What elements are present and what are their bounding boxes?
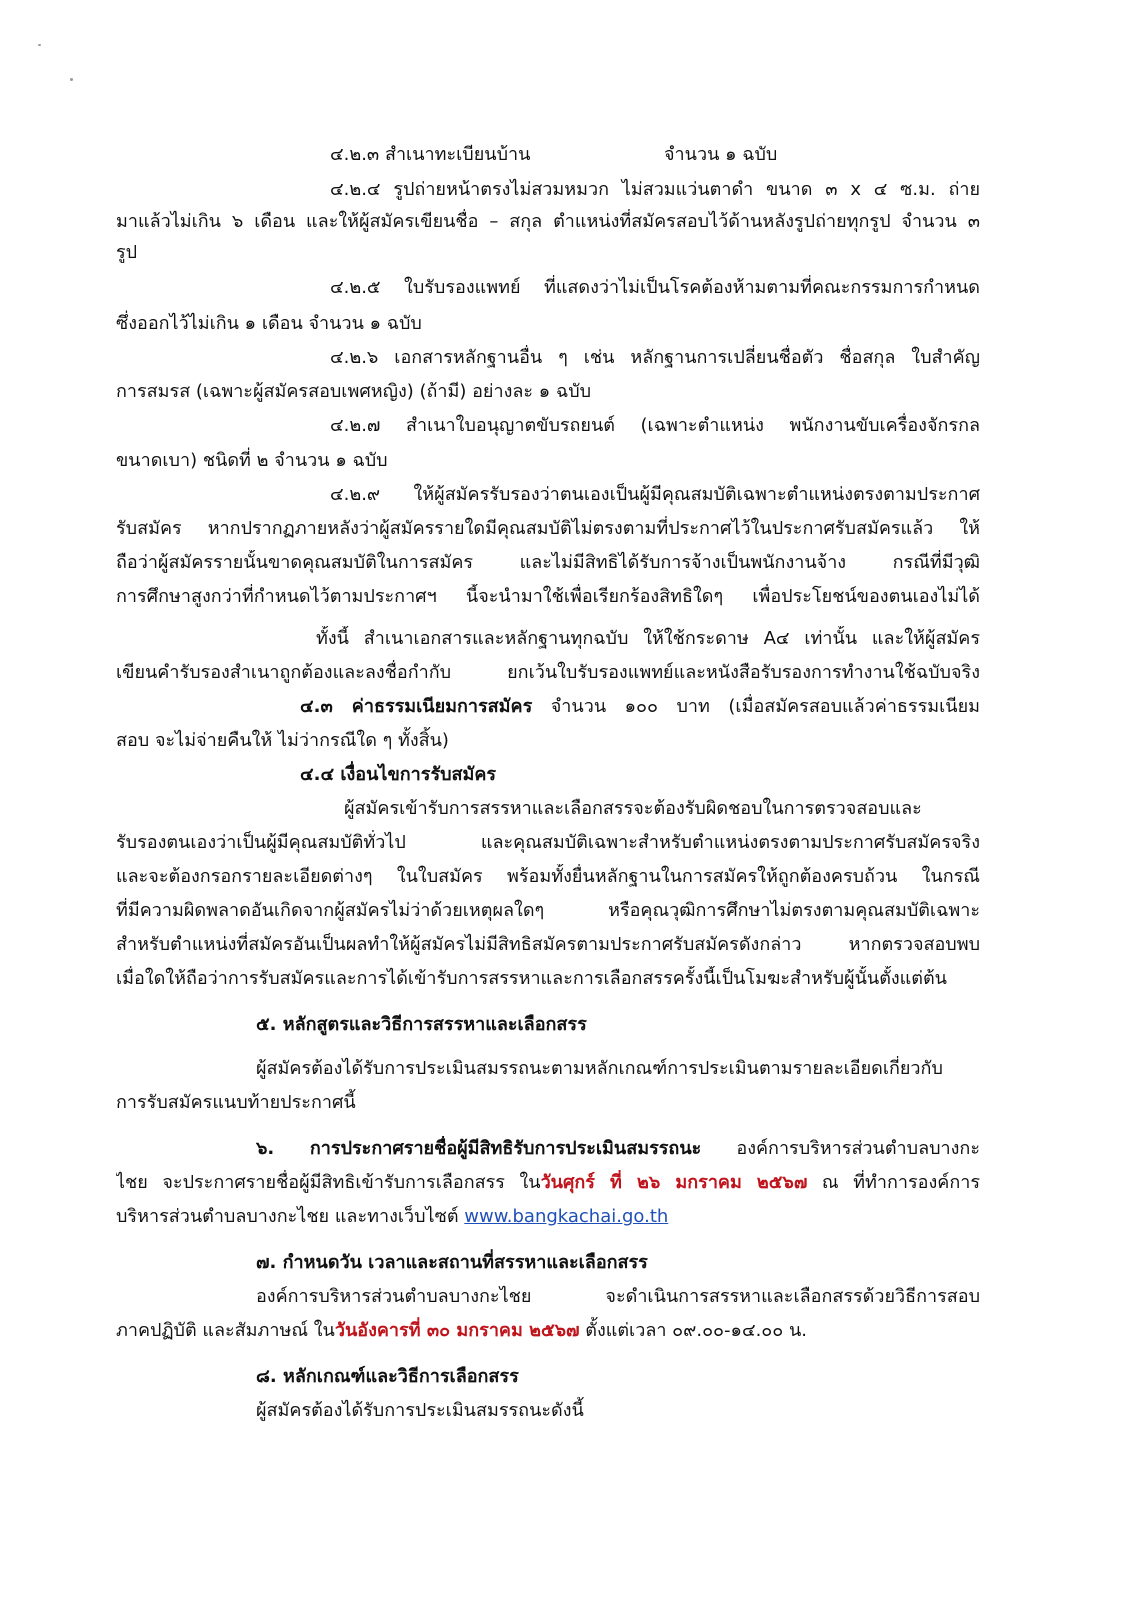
section-4-3-title: ๔.๓ ค่าธรรมเนียมการสมัคร (300, 696, 533, 717)
doc-line: รับรองตนเองว่าเป็นผู้มีคุณสมบัติทั่วไป และคุณสมบัติเฉพาะสำหรับตำแหน่งตรงตามประกาศรับสมัครจริง (116, 832, 980, 853)
doc-line (116, 1170, 980, 1196)
doc-line (116, 1204, 668, 1230)
section-8-title: ๘. หลักเกณฑ์และวิธีการเลือกสรร (256, 1366, 519, 1387)
section-4-3-text: จำนวน ๑๐๐ บาท (เมื่อสมัครสอบแล้วค่าธรรมเนียม (532, 696, 980, 717)
doc-line (116, 1318, 807, 1344)
section-7-title: ๗. กำหนดวัน เวลาและสถานที่สรรหาและเลือกสรร (256, 1252, 648, 1273)
doc-line: การสมรส (เฉพาะผู้สมัครสอบเพศหญิง) (ถ้ามี) อย่างละ ๑ ฉบับ (116, 381, 592, 402)
doc-line: การศึกษาสูงกว่าที่กำหนดไว้ตามประกาศฯ นี้จะนำมาใช้เพื่อเรียกร้องสิทธิใดๆ เพื่อประโยชน์ของตนเองไม่ได้ (116, 586, 980, 607)
announce-text: ไชย จะประกาศรายชื่อผู้มีสิทธิเข้ารับการเลือกสรร ใน (116, 1172, 541, 1193)
doc-line: ผู้สมัครเข้ารับการสรรหาและเลือกสรรจะต้องรับผิดชอบในการตรวจสอบและ (344, 798, 922, 819)
item-house-registration: ๔.๒.๓ สำเนาทะเบียนบ้าน (330, 144, 531, 165)
doc-line: องค์การบริหารส่วนตำบลบางกะไชย จะดำเนินการสรรหาและเลือกสรรด้วยวิธีการสอบ (256, 1286, 980, 1307)
doc-line: เมื่อใดให้ถือว่าการรับสมัครและการได้เข้ารับการสรรหาและการเลือกสรรครั้งนี้เป็นโมฆะสำหรับผู้นั้นตั้งแต่ต้น (116, 968, 947, 989)
doc-line: ผู้สมัครต้องได้รับการประเมินสมรรถนะตามหลักเกณฑ์การประเมินตามรายละเอียดเกี่ยวกับ (256, 1058, 943, 1079)
doc-line: เขียนคำรับรองสำเนาถูกต้องและลงชื่อกำกับ ยกเว้นใบรับรองแพทย์และหนังสือรับรองการทำงานใช้ฉบับจริง (116, 662, 980, 683)
doc-line: สำหรับตำแหน่งที่สมัครอันเป็นผลทำให้ผู้สมัครไม่มีสิทธิสมัครตามประกาศรับสมัครดังกล่าว หากตรวจสอบพบ (116, 934, 980, 955)
exam-text: ภาคปฏิบัติ และสัมภาษณ์ ใน (116, 1320, 335, 1341)
doc-line: รูป (116, 242, 138, 263)
section-6-text: องค์การบริหารส่วนตำบลบางกะ (701, 1138, 980, 1159)
doc-line: สอบ จะไม่จ่ายคืนให้ ไม่ว่ากรณีใด ๆ ทั้งสิ้น) (116, 730, 449, 751)
section-6 (256, 1136, 980, 1162)
doc-line: ถือว่าผู้สมัครรายนั้นขาดคุณสมบัติในการสมัคร และไม่มีสิทธิได้รับการจ้างเป็นพนักงานจ้าง กรณีที่มีวุฒิ (116, 552, 980, 573)
announce-date: วันศุกร์ ที่ ๒๖ มกราคม ๒๕๖๗ (540, 1172, 808, 1193)
doc-line: และจะต้องกรอกรายละเอียดต่างๆ ในใบสมัคร พร้อมทั้งยื่นหลักฐานในการสมัครให้ถูกต้องครบถ้วน ในกรณี (116, 866, 980, 887)
line-4-2-3 (330, 142, 530, 168)
announce-place: ณ ที่ทำการองค์การ (807, 1172, 980, 1193)
line-4-2-4: ๔.๒.๔ รูปถ่ายหน้าตรงไม่สวมหมวก ไม่สวมแว่นตาดำ ขนาด ๓ x ๔ ซ.ม. ถ่าย (330, 179, 980, 200)
website-text: บริหารส่วนตำบลบางกะไชย และทางเว็บไซต์ (116, 1206, 465, 1227)
line-4-2-3-quantity (664, 142, 777, 168)
doc-line: ผู้สมัครต้องได้รับการประเมินสมรรถนะดังนี้ (256, 1400, 584, 1421)
doc-line: ทั้งนี้ สำเนาเอกสารและหลักฐานทุกฉบับ ให้ใช้กระดาษ A๔ เท่านั้น และให้ผู้สมัคร (316, 628, 980, 649)
line-4-2-6: ๔.๒.๖ เอกสารหลักฐานอื่น ๆ เช่น หลักฐานการเปลี่ยนชื่อตัว ชื่อสกุล ใบสำคัญ (330, 347, 980, 368)
section-4-3 (300, 694, 980, 720)
scan-speck (38, 44, 41, 46)
exam-date: วันอังคารที่ ๓๐ มกราคม ๒๕๖๗ (334, 1320, 580, 1341)
line-4-2-7: ๔.๒.๗ สำเนาใบอนุญาตขับรถยนต์ (เฉพาะตำแหน่ง พนักงานขับเครื่องจักรกล (330, 415, 980, 436)
doc-line: มาแล้วไม่เกิน ๖ เดือน และให้ผู้สมัครเขียนชื่อ – สกุล ตำแหน่งที่สมัครสอบไว้ด้านหลังรูปถ่ายทุกรูป จำนวน ๓ (116, 211, 980, 232)
quantity-text: จำนวน ๑ ฉบับ (664, 144, 778, 165)
doc-line: การรับสมัครแนบท้ายประกาศนี้ (116, 1092, 356, 1113)
section-6-title: ๖. การประกาศรายชื่อผู้มีสิทธิรับการประเมินสมรรถนะ (256, 1138, 702, 1159)
line-4-2-9: ๔.๒.๙ ให้ผู้สมัครรับรองว่าตนเองเป็นผู้มีคุณสมบัติเฉพาะตำแหน่งตรงตามประกาศ (330, 484, 980, 505)
scan-speck (70, 78, 73, 81)
line-4-2-5: ๔.๒.๕ ใบรับรองแพทย์ ที่แสดงว่าไม่เป็นโรคต้องห้ามตามที่คณะกรรมการกำหนด (330, 277, 980, 298)
doc-line: ที่มีความผิดพลาดอันเกิดจากผู้สมัครไม่ว่าด้วยเหตุผลใดๆ หรือคุณวุฒิการศึกษาไม่ตรงตามคุณสมบัติเฉพาะ (116, 900, 980, 921)
doc-line: รับสมัคร หากปรากฏภายหลังว่าผู้สมัครรายใดมีคุณสมบัติไม่ตรงตามที่ประกาศไว้ในประกาศรับสมัครแล้ว ให้ (116, 518, 980, 539)
section-5-title: ๕. หลักสูตรและวิธีการสรรหาและเลือกสรร (256, 1014, 587, 1035)
doc-line: ซึ่งออกไว้ไม่เกิน ๑ เดือน จำนวน ๑ ฉบับ (116, 313, 422, 334)
doc-line: ขนาดเบา) ชนิดที่ ๒ จำนวน ๑ ฉบับ (116, 450, 388, 471)
exam-time: ตั้งแต่เวลา ๐๙.๐๐-๑๔.๐๐ น. (579, 1320, 808, 1341)
website-link[interactable]: www.bangkachai.go.th (464, 1206, 669, 1227)
section-4-4-title: ๔.๔ เงื่อนไขการรับสมัคร (300, 764, 497, 785)
